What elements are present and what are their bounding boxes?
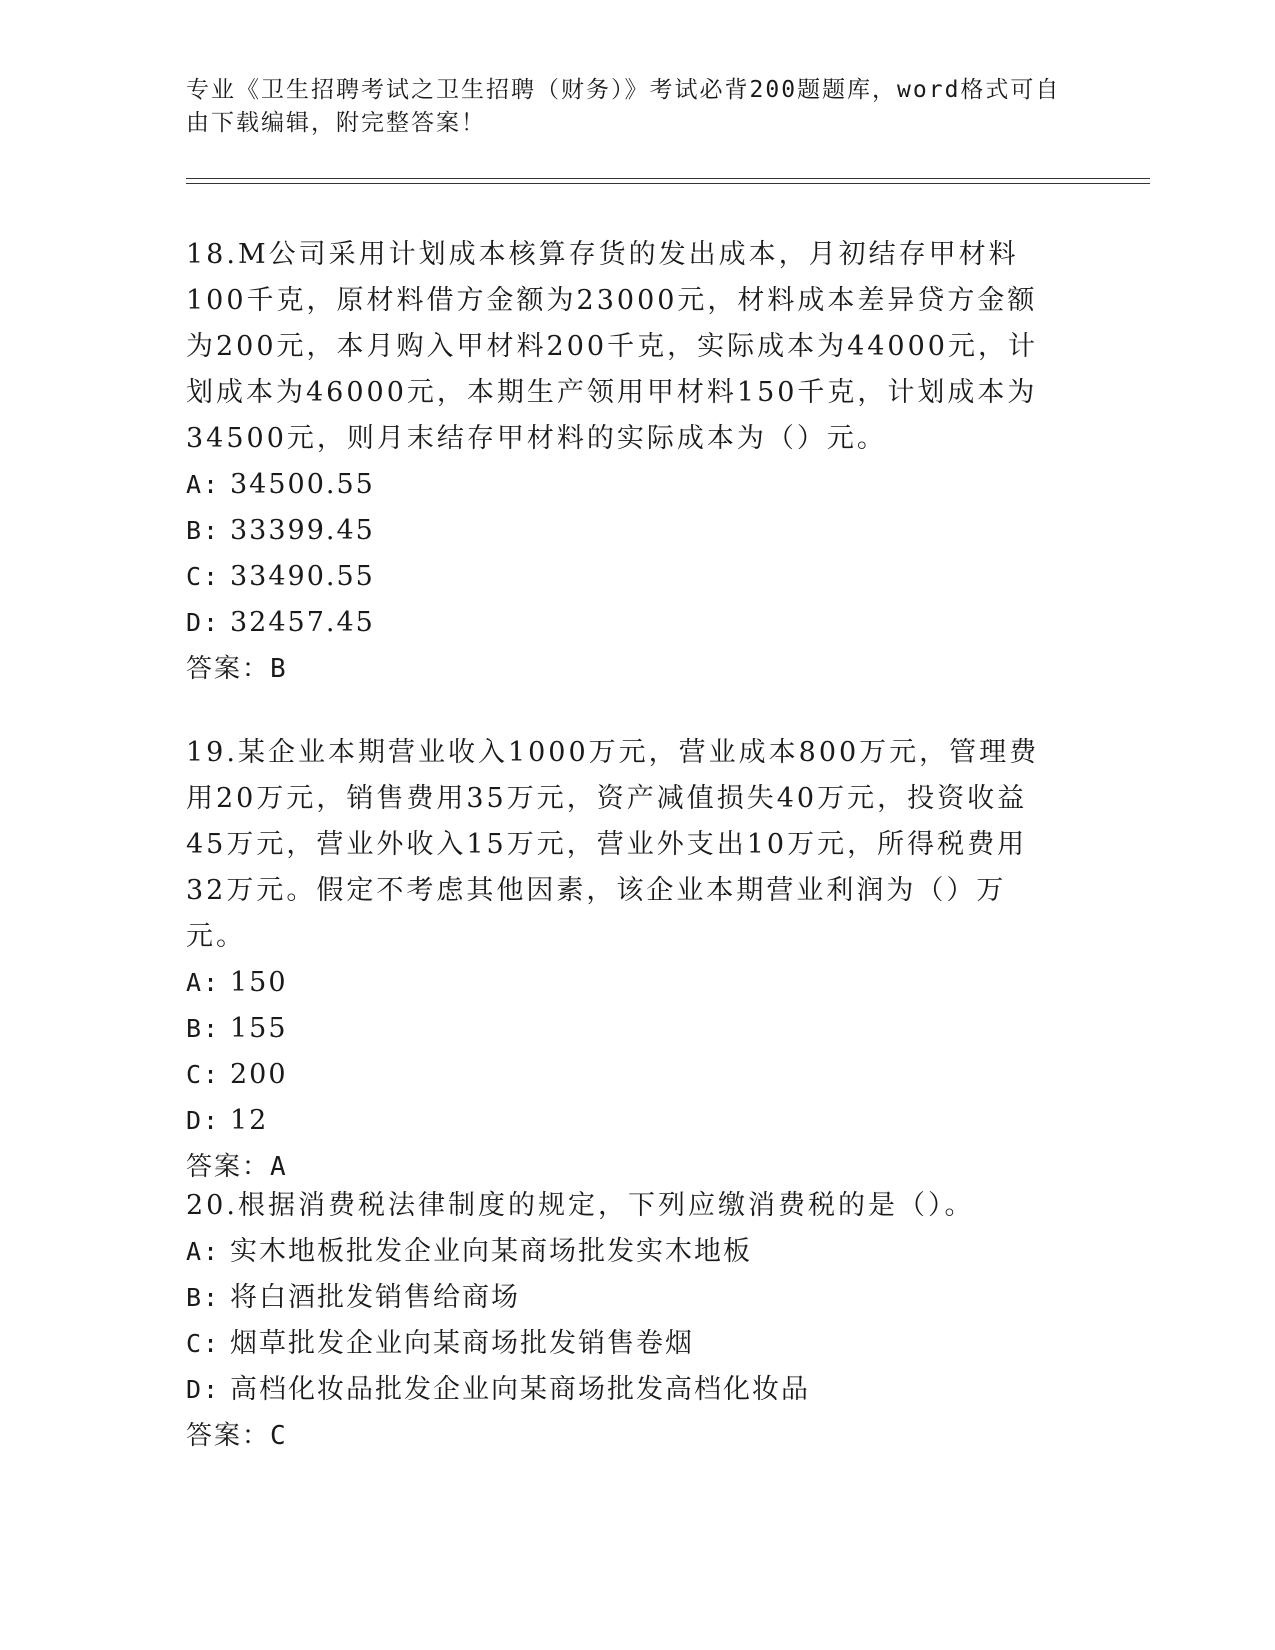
document-header bbox=[186, 74, 1066, 140]
option-b bbox=[186, 1006, 1066, 1052]
header-line-1: 专业《卫生招聘考试之卫生招聘（财务）》考试必背200题题库，word格式可自 bbox=[186, 77, 1061, 103]
question-stem: 19.某企业本期营业收入1000万元，营业成本800万元，管理费用20万元，销售费用35万元，资产减值损失40万元，投资收益45万元，营业外收入15万元，营业外支出10万元，所得税费用32万元。假定不考虑其他因素，该企业本期营业利润为（）万元。 bbox=[186, 737, 1040, 952]
option-text: 烟草批发企业向某商场批发销售卷烟 bbox=[230, 1328, 694, 1359]
option-b bbox=[186, 1275, 1066, 1321]
option-d bbox=[186, 600, 1066, 646]
option-key: C: bbox=[186, 1329, 221, 1358]
option-d bbox=[186, 1367, 1066, 1413]
option-text: 150 bbox=[230, 967, 288, 998]
answer-value: C bbox=[270, 1421, 288, 1451]
question-19 bbox=[186, 730, 1066, 1190]
option-text: 32457.45 bbox=[230, 607, 375, 638]
answer-label: 答案： bbox=[186, 1421, 271, 1451]
option-key: B: bbox=[186, 516, 221, 545]
option-text: 200 bbox=[230, 1059, 288, 1090]
option-key: A: bbox=[186, 1237, 221, 1266]
option-key: A: bbox=[186, 470, 221, 499]
question-20 bbox=[186, 1183, 1066, 1459]
answer-line bbox=[186, 646, 1066, 692]
option-text: 33399.45 bbox=[230, 515, 375, 546]
option-key: A: bbox=[186, 968, 221, 997]
option-text: 155 bbox=[230, 1013, 288, 1044]
option-text: 12 bbox=[230, 1105, 269, 1136]
option-text: 34500.55 bbox=[230, 469, 375, 500]
question-stem: 20.根据消费税法律制度的规定，下列应缴消费税的是（）。 bbox=[186, 1190, 975, 1221]
question-18 bbox=[186, 232, 1066, 692]
question-stem: 18.M公司采用计划成本核算存货的发出成本，月初结存甲材料100千克，原材料借方金额为23000元，材料成本差异贷方金额为200元，本月购入甲材料200千克，实际成本为44000元，计划成本为46000元，本期生产领用甲材料150千克，计划成本为34500元，则月末结存甲材料的实际成本为（）元。 bbox=[186, 239, 1038, 454]
option-text: 实木地板批发企业向某商场批发实木地板 bbox=[230, 1236, 752, 1267]
option-a bbox=[186, 960, 1066, 1006]
answer-value: A bbox=[270, 1152, 288, 1182]
option-a bbox=[186, 462, 1066, 508]
option-key: D: bbox=[186, 1375, 221, 1404]
option-text: 33490.55 bbox=[230, 561, 375, 592]
option-key: B: bbox=[186, 1014, 221, 1043]
option-key: C: bbox=[186, 1060, 221, 1089]
option-b bbox=[186, 508, 1066, 554]
header-divider-top bbox=[186, 178, 1150, 179]
answer-line bbox=[186, 1413, 1066, 1459]
option-c bbox=[186, 554, 1066, 600]
option-key: D: bbox=[186, 1106, 221, 1135]
answer-label: 答案： bbox=[186, 654, 271, 684]
option-key: C: bbox=[186, 562, 221, 591]
header-line-2: 由下载编辑，附完整答案！ bbox=[186, 110, 486, 136]
option-key: B: bbox=[186, 1283, 221, 1312]
answer-label: 答案： bbox=[186, 1152, 271, 1182]
option-d bbox=[186, 1098, 1066, 1144]
option-text: 高档化妆品批发企业向某商场批发高档化妆品 bbox=[230, 1374, 810, 1405]
header-divider-bottom bbox=[186, 183, 1150, 184]
option-key: D: bbox=[186, 608, 221, 637]
option-text: 将白酒批发销售给商场 bbox=[230, 1282, 520, 1313]
answer-value: B bbox=[270, 654, 288, 684]
option-c bbox=[186, 1321, 1066, 1367]
option-a bbox=[186, 1229, 1066, 1275]
option-c bbox=[186, 1052, 1066, 1098]
